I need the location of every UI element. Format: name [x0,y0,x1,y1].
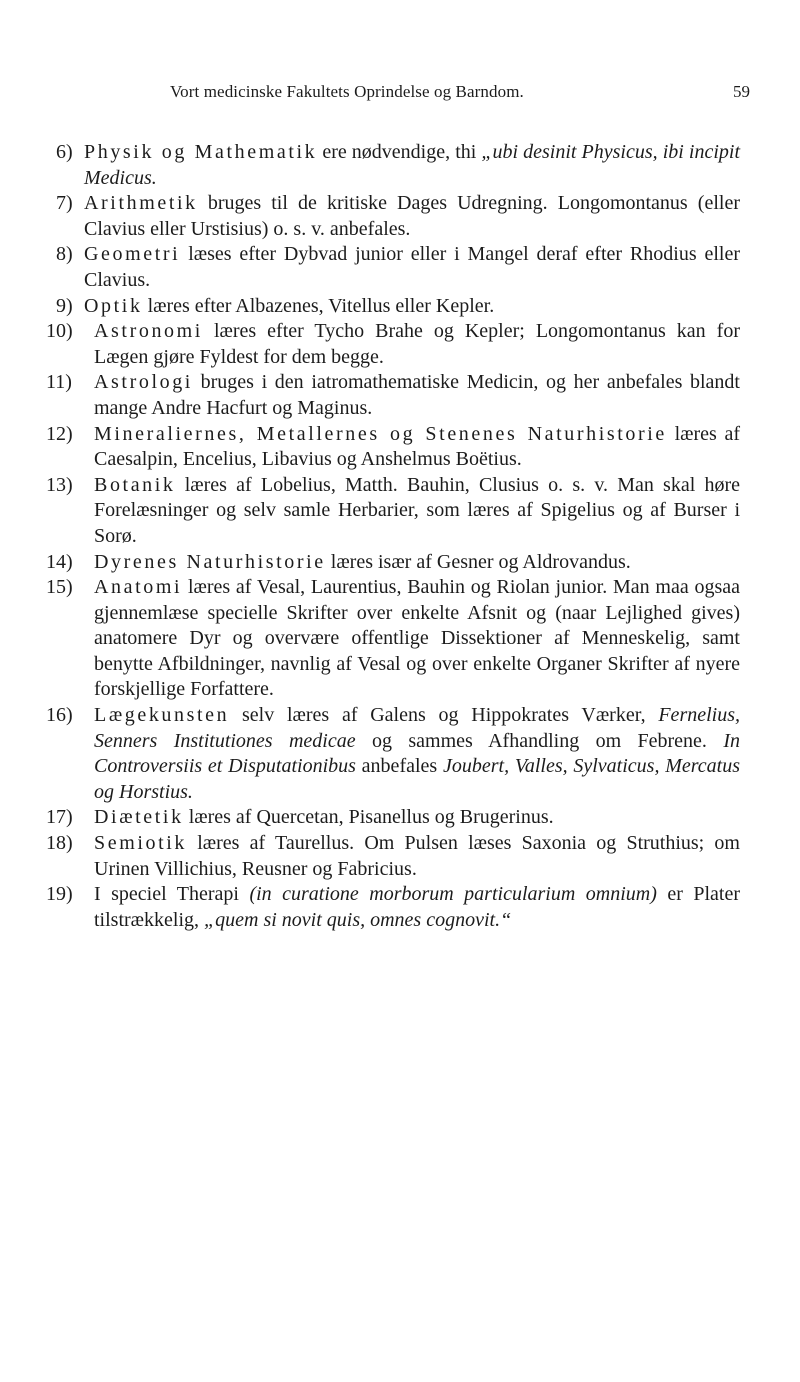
entry-text: læres efter Albazenes, Vitellus eller Kepler. [142,294,495,317]
entry-number: 18) [46,832,73,855]
entry-term: Anatomi [94,576,183,599]
entry-arithmetik [56,191,740,242]
entry-number: 11) [46,371,72,394]
entry-semiotik [46,831,740,882]
entry-number: 7) [56,192,73,215]
entry-number: 12) [46,422,73,445]
entry-number: 17) [46,806,73,829]
entry-italic-text: Joubert, Valles, Sylvaticus, Mercatus og Horstius. [94,755,741,803]
entry-number: 19) [46,883,73,906]
entry-quote: „ubi desinit Physicus, ibi incipit Medicus. [84,141,740,189]
entry-term: Botanik [94,473,176,496]
entry-italic-text: In Controversiis et Disputationibus [94,729,740,778]
entry-text: læses efter Dybvad junior eller i Mangel deraf efter Rhodius eller Clavius. [84,243,740,291]
entry-text: ere nødvendige, thi [317,141,482,163]
entry-geometri [56,242,740,293]
entry-astrologi [46,370,740,421]
entry-text: bruges i den iatromathematiske Medicin, og her anbefales blandt mange Andre Hacfurt og Maginus. [94,371,740,419]
entry-quote: „quem si novit quis, omnes cognovit.“ [204,908,512,931]
entry-term: Mineraliernes, Metallernes og Stenenes Naturhistorie [94,422,667,445]
entry-term: Dyrenes Naturhistorie [94,550,326,573]
entry-text: læres af Lobelius, Matth. Bauhin, Clusius o. s. v. Man skal høre Forelæsninger og selv samle Herbarier, som læres af Spigelius og af Burser i Sorø. [94,473,740,547]
entry-number: 14) [46,550,73,573]
entry-text: læres efter Tycho Brahe og Kepler; Longomontanus kan for Lægen gjøre Fyldest for dem begge. [94,320,740,368]
entry-term: Optik [84,294,143,317]
entry-term: Astronomi [94,320,203,343]
page-number: 59 [733,82,750,101]
entry-number: 6) [56,141,73,163]
entry-text: læres af Vesal, Laurentius, Bauhin og Riolan junior. Man maa ogsaa gjennemlæse specielle Skrifter over enkelte Afsnit og (naar Lejlighed gives) anatomere Dyr og overvære offentlige Dissektioner af Menneskelig, samt benytte Afbildninger, navnlig af Vesal og over enkelte Organer Skrifter af nyere forskjellige Forfattere. [94,576,740,701]
entry-term: Arithmetik [84,192,198,215]
entry-naturhistorie-mineraler [46,422,740,473]
entry-text: læres af Caesalpin, Encelius, Libavius og Anshelmus Boëtius. [94,422,740,471]
running-title: Vort medicinske Fakultets Oprindelse og Barndom. [170,82,524,101]
entry-text: er Plater tilstrækkelig, [94,883,741,931]
curriculum-list [46,140,741,933]
entry-term: Astrologi [94,371,193,394]
entry-term: Semiotik [94,832,188,855]
entry-botanik [46,473,740,550]
running-head [130,82,750,106]
entry-dyrenes-naturhistorie [46,550,740,576]
entry-physik-mathematik [56,140,740,191]
entry-term: Diætetik [94,806,184,829]
entry-number: 9) [56,294,73,317]
entry-text: anbefales [355,755,443,778]
entry-text: bruges til de kritiske Dages Udregning. Longomontanus (eller Clavius eller Urstisius) o. s. v. anbefales. [84,192,740,240]
entry-number: 10) [46,320,73,343]
entry-speciel-therapi [46,882,741,933]
entry-text: og sammes Afhandling om Febrene. [355,729,724,752]
entry-italic-text: (in curatione morborum particularium omnium) [249,883,657,906]
entry-anatomi [46,575,740,703]
entry-italic-text: Fernelius, Senners Institutiones medicae [94,704,740,752]
entry-text: læres af Taurellus. Om Pulsen læses Saxonia og Struthius; om Urinen Villichius, Reusner og Fabricius. [94,832,740,880]
entry-number: 16) [46,704,73,727]
entry-diaetetik [46,805,740,831]
entry-term: Lægekunsten [94,704,230,727]
entry-number: 8) [56,243,73,266]
entry-text: læres især af Gesner og Aldrovandus. [325,550,631,573]
entry-number: 15) [46,576,73,599]
entry-number: 13) [46,473,73,496]
entry-lead: I speciel Therapi [94,883,250,906]
entry-term: Physik og Mathematik [84,141,318,163]
entry-laegekunsten [46,703,741,805]
entry-text: læres af Quercetan, Pisanellus og Brugerinus. [183,806,554,829]
entry-astronomi [46,319,740,370]
entry-term: Geometri [84,243,181,266]
entry-optik [56,294,740,320]
entry-text: selv læres af Galens og Hippokrates Værker, [229,704,659,727]
